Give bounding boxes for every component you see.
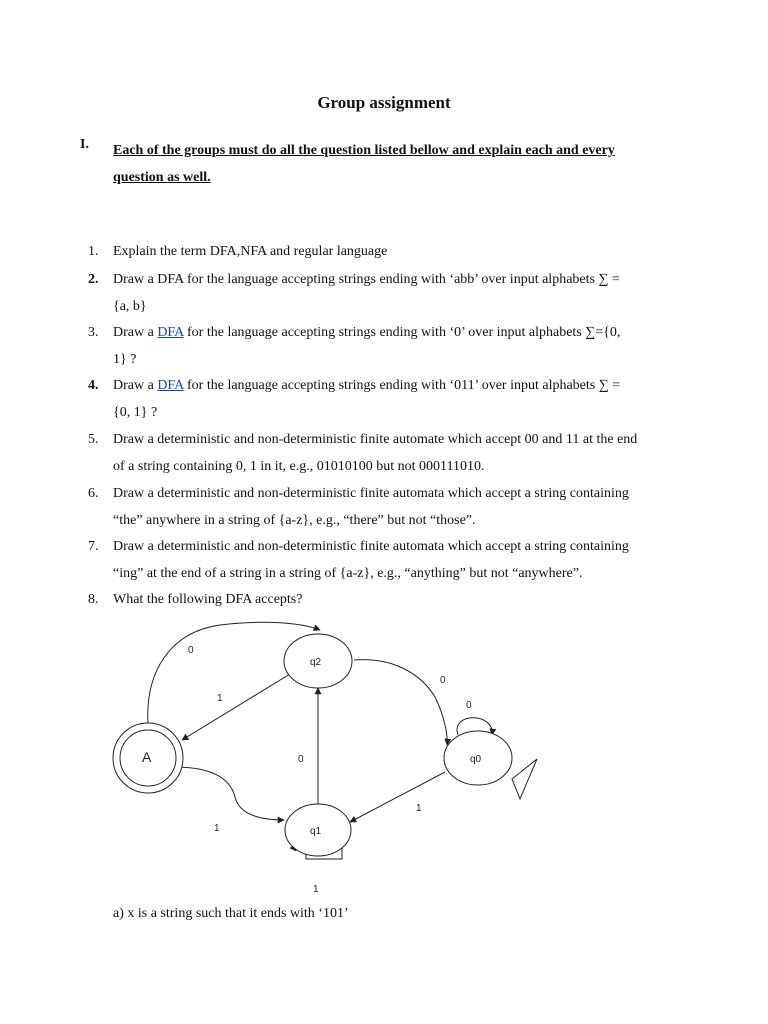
dfa-link[interactable]: DFA <box>157 378 184 393</box>
question-text-line-2: “ing” at the end of a string in a string of {a-z}, e.g., “anything” but not “anywhere”. <box>113 565 583 581</box>
edge-q2-to-q0 <box>354 660 447 745</box>
label-q2-to-q0: 0 <box>440 675 446 686</box>
question-text-line-2: {a, b} <box>113 298 147 314</box>
label-a-to-q1: 1 <box>214 823 220 834</box>
label-a-to-q2: 0 <box>188 645 194 656</box>
label-q1-loop: 1 <box>313 884 319 895</box>
question-number: 3. <box>88 325 99 340</box>
question-number: 1. <box>88 244 99 259</box>
question-text-pre: Draw a <box>113 325 158 340</box>
question-text-line-1 <box>113 373 688 400</box>
question-text-line-2: “the” anywhere in a string of {a-z}, e.g., “there” but not “those”. <box>113 512 476 528</box>
question-text-line-1: Draw a deterministic and non-deterministic finite automata which accept a string containing <box>113 539 629 554</box>
instruction-line-1: Each of the groups must do all the question listed bellow and explain each and every <box>113 143 615 158</box>
edge-q2-to-a <box>182 674 290 740</box>
question-number: 6. <box>88 486 99 501</box>
label-q1-to-q2: 0 <box>298 754 304 765</box>
question-text: What the following DFA accepts? <box>113 592 303 607</box>
question-number: 7. <box>88 539 99 554</box>
question-6 <box>88 481 688 534</box>
dfa-diagram <box>100 612 560 902</box>
question-3 <box>88 320 688 373</box>
question-text-pre: Draw a <box>113 378 158 393</box>
question-7 <box>88 534 688 587</box>
question-4 <box>88 373 688 426</box>
state-q0-label: q0 <box>470 754 482 765</box>
question-5 <box>88 427 688 480</box>
question-number: 8. <box>88 592 99 607</box>
instruction-line-2: question as well. <box>113 170 211 185</box>
question-number: 2. <box>88 272 99 287</box>
question-text-post: for the language accepting strings ending with ‘0’ over input alphabets ∑={0, <box>183 325 621 340</box>
edge-q0-to-q1 <box>350 772 445 822</box>
start-triangle <box>512 759 537 799</box>
page-title: Group assignment <box>317 93 451 112</box>
state-a-label: A <box>142 749 152 765</box>
section-instructions <box>113 137 673 191</box>
question-number: 4. <box>88 378 99 393</box>
question-8 <box>88 587 688 614</box>
question-text-line-1: Draw a deterministic and non-deterministic finite automate which accept 00 and 11 at the end <box>113 432 638 447</box>
question-text-line-2: of a string containing 0, 1 in it, e.g., 01010100 but not 000111010. <box>113 458 485 474</box>
answer-option-a: a) x is a string such that it ends with ‘101’ <box>113 906 349 921</box>
state-q2-label: q2 <box>310 657 322 668</box>
question-text-line-1 <box>113 320 688 347</box>
question-number: 5. <box>88 432 99 447</box>
question-text-line-1: Draw a deterministic and non-deterministic finite automata which accept a string containing <box>113 486 629 501</box>
label-q0-to-q1: 1 <box>416 803 422 814</box>
label-q2-to-a: 1 <box>217 693 223 704</box>
question-text-post: for the language accepting strings ending with ‘011’ over input alphabets ∑ = <box>183 378 621 393</box>
question-1 <box>88 239 688 266</box>
edge-a-to-q1 <box>174 767 284 820</box>
dfa-link[interactable]: DFA <box>157 325 184 340</box>
question-2 <box>88 267 688 320</box>
question-text: Explain the term DFA,NFA and regular language <box>113 244 388 259</box>
question-text-line-2: {0, 1} ? <box>113 404 158 420</box>
state-q1-label: q1 <box>310 826 322 837</box>
question-text-line-2: 1} ? <box>113 351 137 367</box>
question-text-line-1: Draw a DFA for the language accepting strings ending with ‘abb’ over input alphabets ∑ = <box>113 272 620 287</box>
section-number: I. <box>80 137 89 152</box>
label-q0-loop: 0 <box>466 700 472 711</box>
